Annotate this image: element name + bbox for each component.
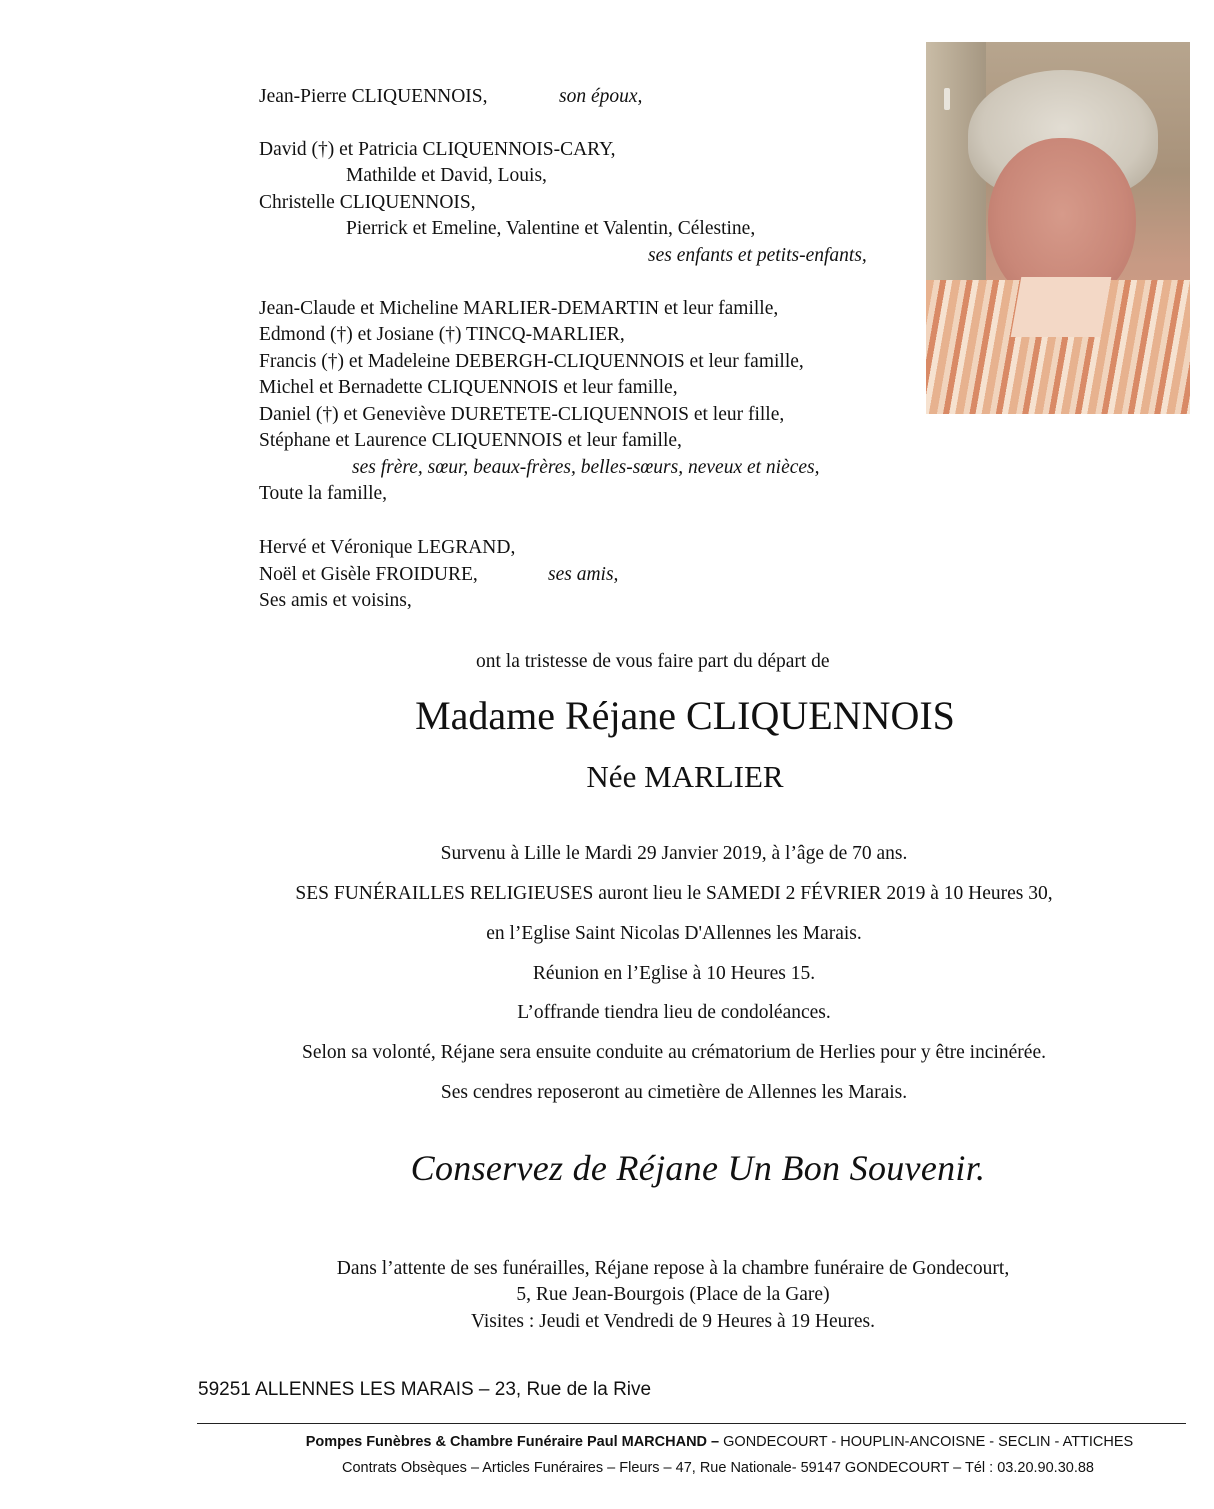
company-locations: GONDECOURT - HOUPLIN-ANCOISNE - SECLIN - ATTICHES (719, 1434, 1134, 1450)
family-line: Jean-Claude et Micheline MARLIER-DEMARTIN et leur famille, (259, 298, 779, 319)
portrait-photo (926, 42, 1190, 414)
detail-line: Survenu à Lille le Mardi 29 Janvier 2019, à l’âge de 70 ans. (440, 843, 908, 864)
maiden-name: Née MARLIER (586, 759, 784, 794)
detail-line: Réunion en l’Eglise à 10 Heures 15. (532, 963, 816, 984)
visitation-line: Visites : Jeudi et Vendredi de 9 Heures à 19 Heures. (470, 1311, 876, 1332)
address-line: 59251 ALLENNES LES MARAIS – 23, Rue de la Rive (198, 1379, 652, 1400)
family-line: Michel et Bernadette CLIQUENNOIS et leur famille, (259, 377, 678, 398)
spouse-name: Jean-Pierre CLIQUENNOIS, (259, 86, 488, 107)
spouse-role: son époux, (559, 86, 643, 107)
family-line: Stéphane et Laurence CLIQUENNOIS et leur famille, (259, 430, 682, 451)
detail-line: Ses cendres reposeront au cimetière de Allennes les Marais. (440, 1082, 908, 1103)
visitation-line: Dans l’attente de ses funérailles, Réjane repose à la chambre funéraire de Gondecourt, (336, 1258, 1010, 1279)
family-line: Mathilde et David, Louis, (346, 165, 547, 186)
whole-family: Toute la famille, (259, 483, 388, 504)
family-line: David (†) et Patricia CLIQUENNOIS-CARY, (259, 139, 616, 160)
friend-line: Noël et Gisèle FROIDURE, (259, 564, 478, 585)
family-line: Edmond (†) et Josiane (†) TINCQ-MARLIER, (259, 324, 625, 345)
detail-line: en l’Eglise Saint Nicolas D'Allennes les Marais. (486, 923, 862, 944)
family-line: Francis (†) et Madeleine DEBERGH-CLIQUENNOIS et leur famille, (259, 351, 804, 372)
detail-line: SES FUNÉRAILLES RELIGIEUSES auront lieu le SAMEDI 2 FÉVRIER 2019 à 10 Heures 30, (295, 883, 1053, 904)
family-line: Christelle CLIQUENNOIS, (259, 192, 476, 213)
detail-line: Selon sa volonté, Réjane sera ensuite conduite au crématorium de Herlies pour y être incinérée. (302, 1042, 1046, 1063)
footer-services: Contrats Obsèques – Articles Funéraires – Fleurs – 47, Rue Nationale- 59147 GONDECOURT – Tél : 03.20.90.30.88 (342, 1460, 1094, 1476)
door-handle (944, 88, 950, 110)
visitation-line: 5, Rue Jean-Bourgois (Place de la Gare) (516, 1284, 830, 1305)
family-line: Pierrick et Emeline, Valentine et Valentin, Célestine, (346, 218, 756, 239)
detail-line: L’offrande tiendra lieu de condoléances. (517, 1002, 831, 1023)
company-name: Pompes Funèbres & Chambre Funéraire Paul MARCHAND – (305, 1434, 720, 1450)
friends-role: ses amis, (548, 564, 619, 585)
portrait-collar (1011, 277, 1112, 337)
footer-company-line (0, 1434, 1214, 1450)
children-role: ses enfants et petits-enfants, (648, 245, 867, 266)
siblings-role: ses frère, sœur, beaux-frères, belles-sœurs, neveux et nièces, (352, 457, 820, 478)
remembrance-message: Conservez de Réjane Un Bon Souvenir. (410, 1148, 986, 1188)
neighbors-line: Ses amis et voisins, (259, 590, 412, 611)
footer-divider (197, 1423, 1186, 1424)
announcement-intro: ont la tristesse de vous faire part du départ de (476, 651, 830, 672)
deceased-name: Madame Réjane CLIQUENNOIS (415, 693, 955, 738)
friend-line: Hervé et Véronique LEGRAND, (259, 537, 516, 558)
family-line: Daniel (†) et Geneviève DURETETE-CLIQUENNOIS et leur fille, (259, 404, 785, 425)
